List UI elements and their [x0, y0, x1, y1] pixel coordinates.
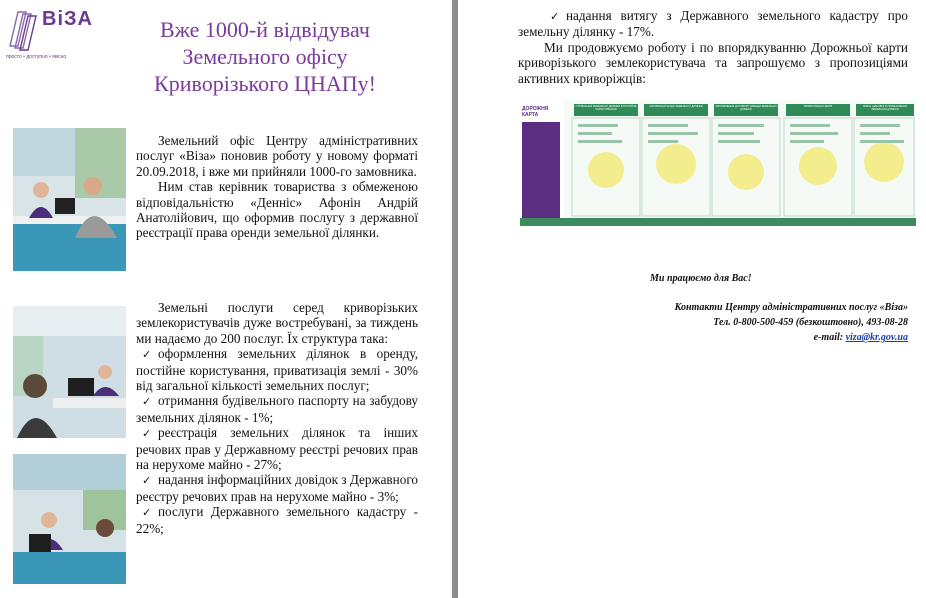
intro-paragraph-1: Земельний офіс Центру адміністративних послуг «Віза» поновив роботу у новому форматі 20.09.2018, і вже ми прийняли 1000-го замовника. — [136, 133, 418, 179]
intro-paragraph-2: Ним став керівник товариства з обмеженою відповідальністю «Денніс» Афонін Андрій Анатолійович, що оформив послугу з державної реєстрації права оренди земельної ділянки. — [136, 179, 418, 241]
list-item: ✓ реєстрація земельних ділянок та інших речових прав у Державному реєстрі речових прав на нерухоме майно - 27%; — [136, 425, 418, 473]
continued-text — [518, 8, 908, 86]
checkmark-icon: ✓ — [142, 474, 152, 488]
checkmark-icon: ✓ — [142, 348, 152, 362]
services-list-continued — [518, 8, 908, 40]
right-page — [458, 0, 926, 598]
list-item: ✓ надання витягу з Державного земельного кадастру про земельну ділянку - 17%. — [518, 8, 908, 40]
services-list — [136, 346, 418, 536]
roadmap-paragraph: Ми продовжуємо роботу і по впорядкуванню Дорожньої карти криворізького землекористувача та запрошуємо з пропозиціями активних криворіжців: — [518, 39, 908, 86]
intro-text — [136, 133, 418, 241]
list-item: ✓ надання інформаційних довідок з Державного реєстру речових прав на нерухоме майно - 3%; — [136, 472, 418, 504]
title-line: Криворізького ЦНАПу! — [154, 71, 376, 96]
slogan: Ми працюємо для Вас! — [650, 273, 752, 284]
viza-logo — [6, 6, 93, 60]
logo-wordmark: ВіЗА — [42, 8, 93, 30]
infographic-column-4: ПРИВАТИЗАЦІЯ ЗЕМЛІ — [803, 105, 833, 108]
services-text — [136, 300, 418, 536]
photo-office-customer — [13, 128, 126, 271]
list-item: ✓ послуги Державного земельного кадастру - 22%; — [136, 504, 418, 536]
infographic-column-1: ОТРИМАННЯ ЗЕМЕЛЬНОЇ ДІЛЯНКИ В ПОСТІЙНЕ КОРИСТУВАННЯ — [575, 105, 637, 112]
infographic-column-5: ЗМІНА ЦІЛЬОВОГО ПРИЗНАЧЕННЯ ЗЕМЕЛЬНОЇ ДІЛЯНКИ — [863, 105, 907, 112]
contacts-phone: Тел. 0-800-500-459 (безкоштовно), 493-08-28 — [713, 317, 908, 328]
roadmap-infographic — [520, 100, 916, 226]
photo-office-desk — [13, 454, 126, 584]
checkmark-icon: ✓ — [142, 395, 152, 409]
list-item: ✓ отримання будівельного паспорту на забудову земельних ділянок - 1%; — [136, 393, 418, 425]
email-link[interactable]: viza@kr.gov.ua — [845, 332, 908, 343]
checkmark-icon: ✓ — [550, 10, 560, 23]
infographic-heading: ДОРОЖНЯ КАРТА — [522, 106, 549, 118]
page-title — [120, 16, 410, 97]
checkmark-icon: ✓ — [142, 506, 152, 520]
checkmark-icon: ✓ — [142, 427, 152, 441]
logo-tagline: просто • доступно • якісно — [6, 54, 67, 60]
photo-office-consultation — [13, 306, 126, 438]
contacts-block — [675, 300, 908, 345]
services-intro: Земельні послуги серед криворізьких землекористувачів дуже востребувані, за тиждень ми надаємо до 200 послуг. Їх структура така: — [136, 300, 418, 346]
logo-sheets-icon — [6, 6, 42, 52]
title-line: Вже 1000-й відвідувач — [160, 17, 370, 42]
contacts-email-line — [675, 330, 908, 345]
left-page — [0, 0, 452, 598]
list-item: ✓ оформлення земельних ділянок в оренду, постійне користування, приватизація землі - 30% від загальної кількості земельних послуг; — [136, 346, 418, 394]
infographic-column-2: ІНФОРМАЦІЯ ЩОДО ЗЕМЕЛЬНОЇ ДІЛЯНКИ — [649, 105, 703, 108]
infographic-column-3: ОФОРМЛЕННЯ ДОГОВОРУ ОРЕНДИ ЗЕМЕЛЬНОЇ ДІЛЯНКИ — [715, 105, 777, 112]
title-line: Земельного офісу — [182, 44, 348, 69]
contacts-title: Контакти Центру адміністративних послуг «Віза» — [674, 302, 908, 313]
email-label: e-mail: — [813, 332, 844, 343]
